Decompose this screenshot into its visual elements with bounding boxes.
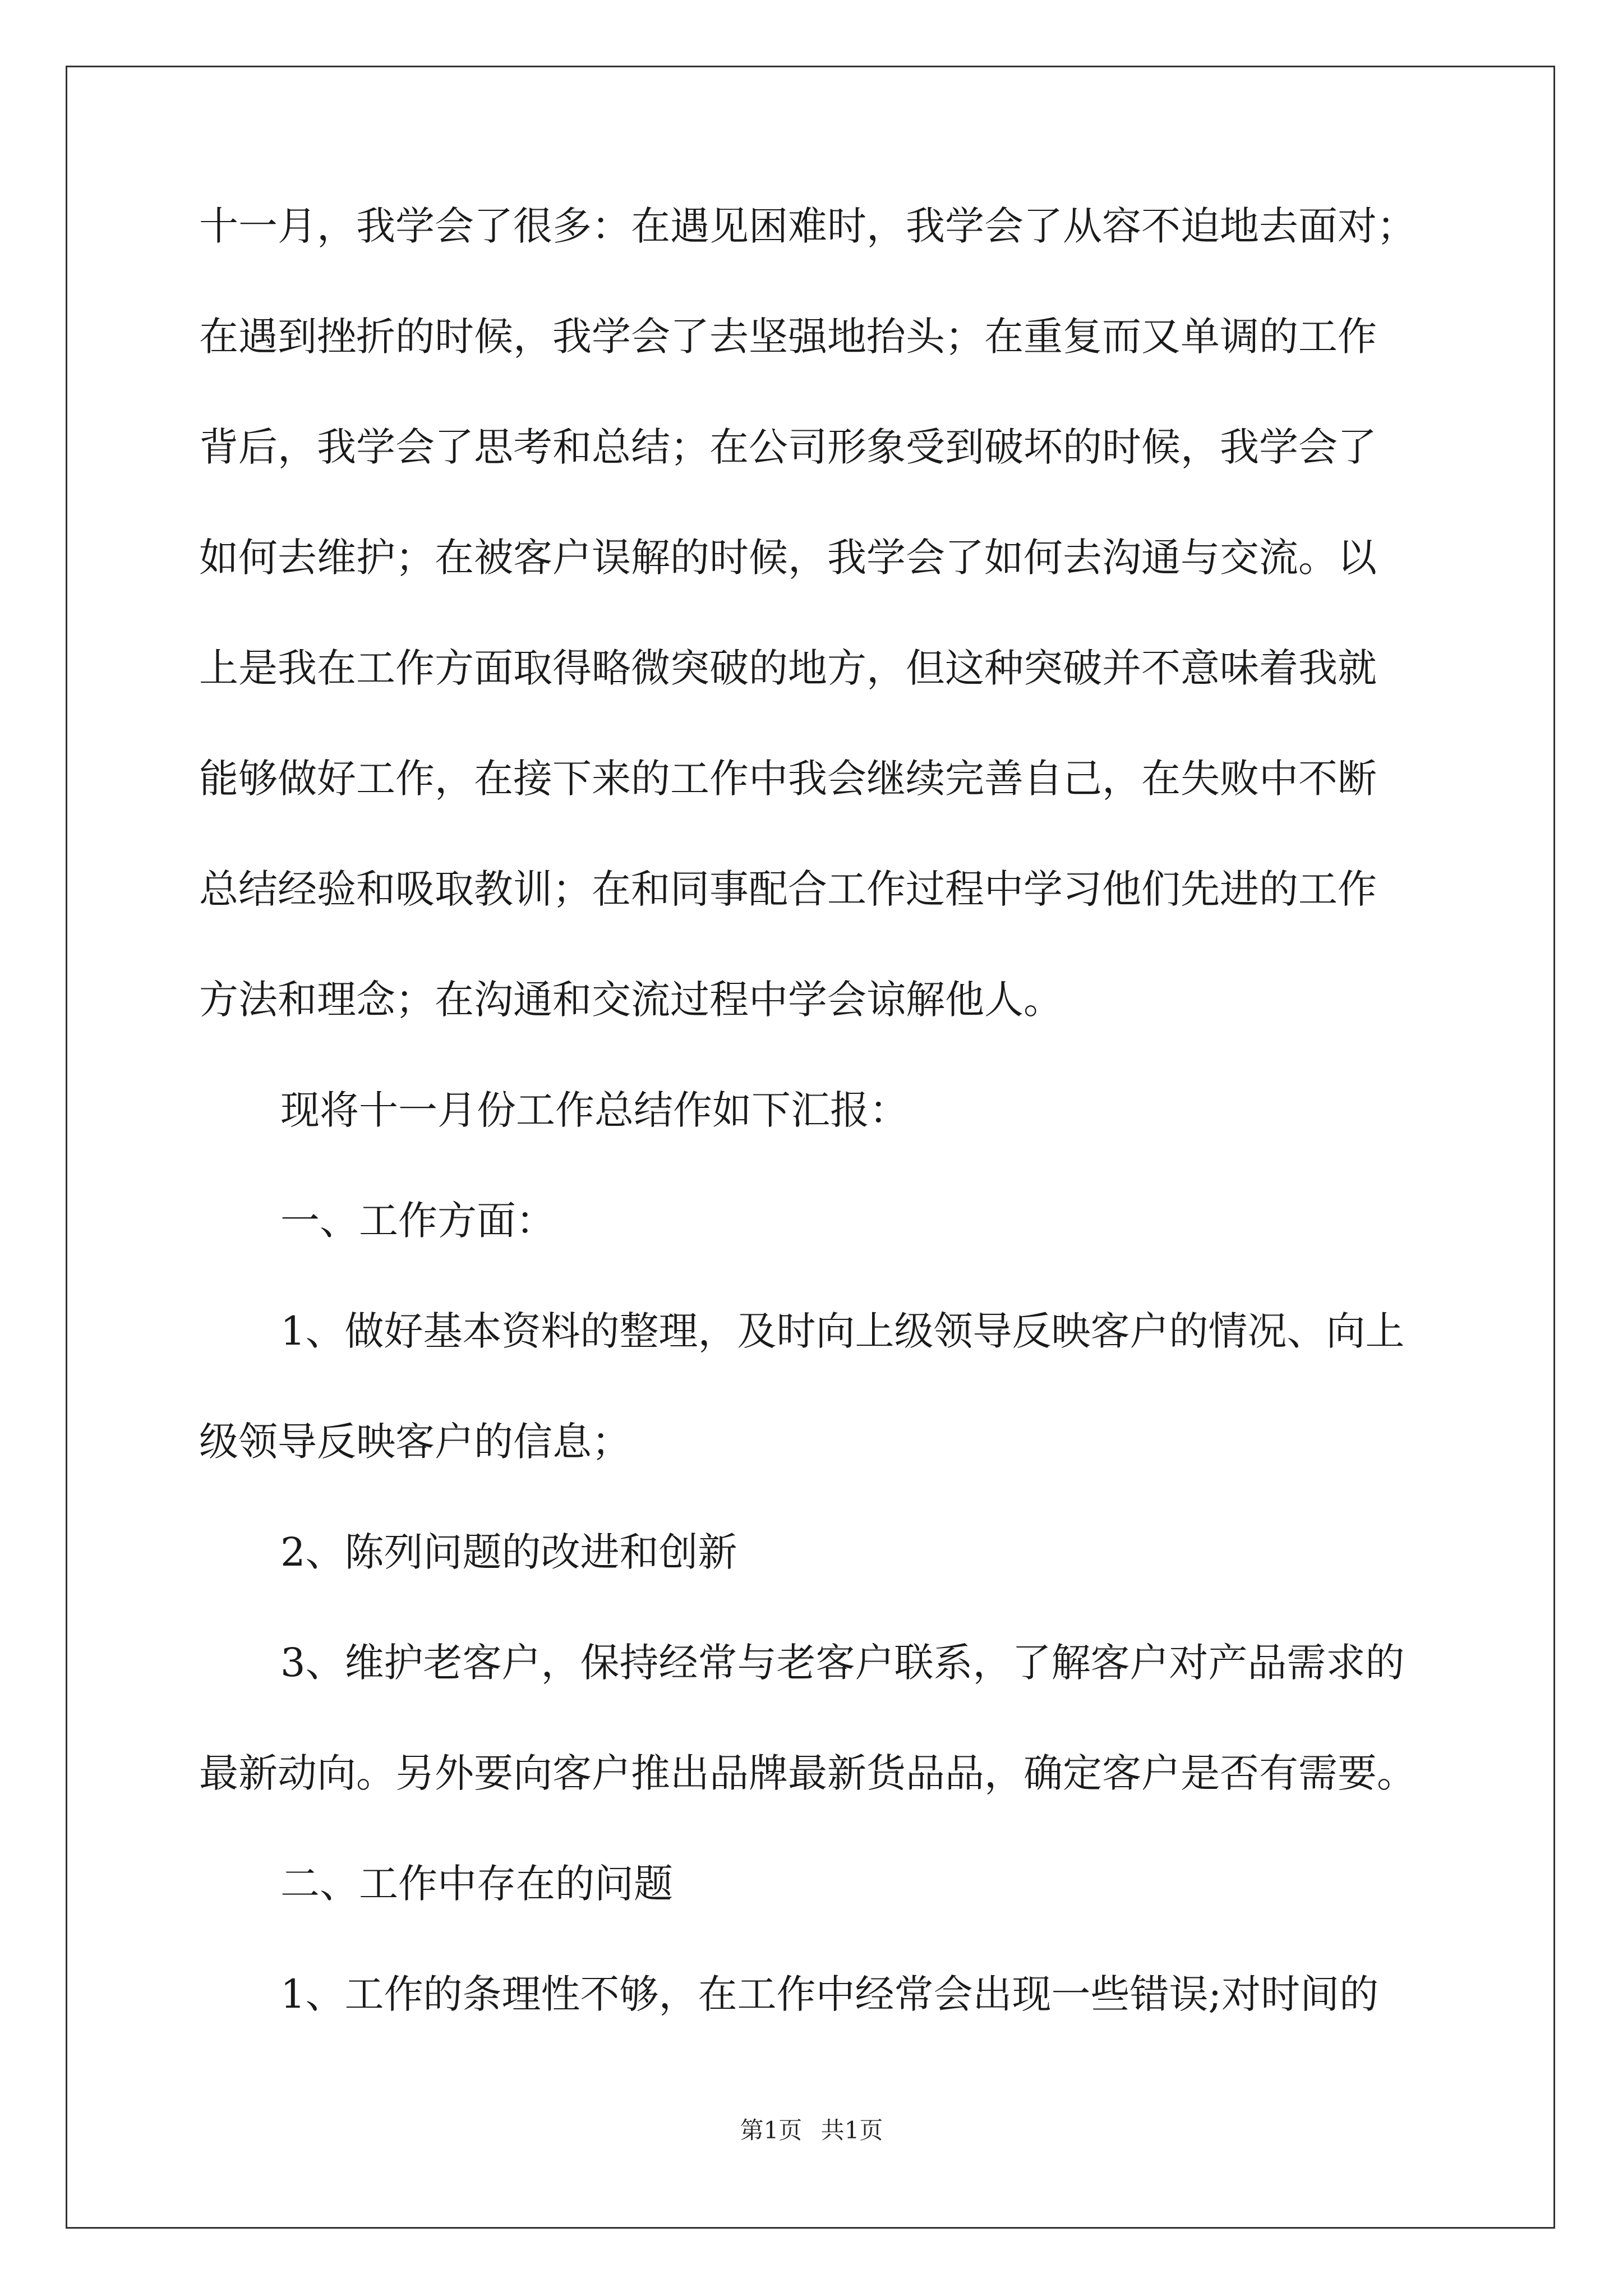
- page-number-total: 共1页: [820, 2116, 883, 2144]
- paragraph-line: 上是我在工作方面取得略微突破的地方，但这种突破并不意味着我就: [199, 645, 1377, 691]
- paragraph-line: 总结经验和吸取教训；在和同事配合工作过程中学习他们先进的工作: [199, 866, 1377, 912]
- section-heading: 一、工作方面：: [280, 1198, 555, 1244]
- list-item-line: 1、做好基本资料的整理，及时向上级领导反映客户的情况、向上: [280, 1308, 1405, 1354]
- paragraph-line: 方法和理念；在沟通和交流过程中学会谅解他人。: [199, 977, 1063, 1023]
- page-number-current: 第1页: [740, 2116, 803, 2144]
- paragraph-line: 如何去维护；在被客户误解的时候，我学会了如何去沟通与交流。以: [199, 535, 1377, 581]
- list-item-line: 级领导反映客户的信息；: [199, 1419, 631, 1465]
- list-item-line: 3、维护老客户，保持经常与老客户联系，了解客户对产品需求的: [280, 1640, 1405, 1686]
- paragraph-line: 现将十一月份工作总结作如下汇报：: [280, 1087, 909, 1133]
- page-footer: [0, 2114, 1623, 2147]
- list-item-line: 1、工作的条理性不够，在工作中经常会出现一些错误;对时间的: [280, 1971, 1379, 2017]
- paragraph-line: 十一月，我学会了很多：在遇见困难时，我学会了从容不迫地去面对；: [199, 203, 1416, 249]
- paragraph-line: 在遇到挫折的时候，我学会了去坚强地抬头；在重复而又单调的工作: [199, 314, 1377, 360]
- list-item-line: 2、陈列问题的改进和创新: [280, 1529, 737, 1575]
- paragraph-line: 能够做好工作，在接下来的工作中我会继续完善自己，在失败中不断: [199, 756, 1377, 802]
- list-item-line: 最新动向。另外要向客户推出品牌最新货品品，确定客户是否有需要。: [199, 1750, 1416, 1796]
- section-heading: 二、工作中存在的问题: [280, 1861, 673, 1907]
- paragraph-line: 背后，我学会了思考和总结；在公司形象受到破坏的时候，我学会了: [199, 424, 1377, 470]
